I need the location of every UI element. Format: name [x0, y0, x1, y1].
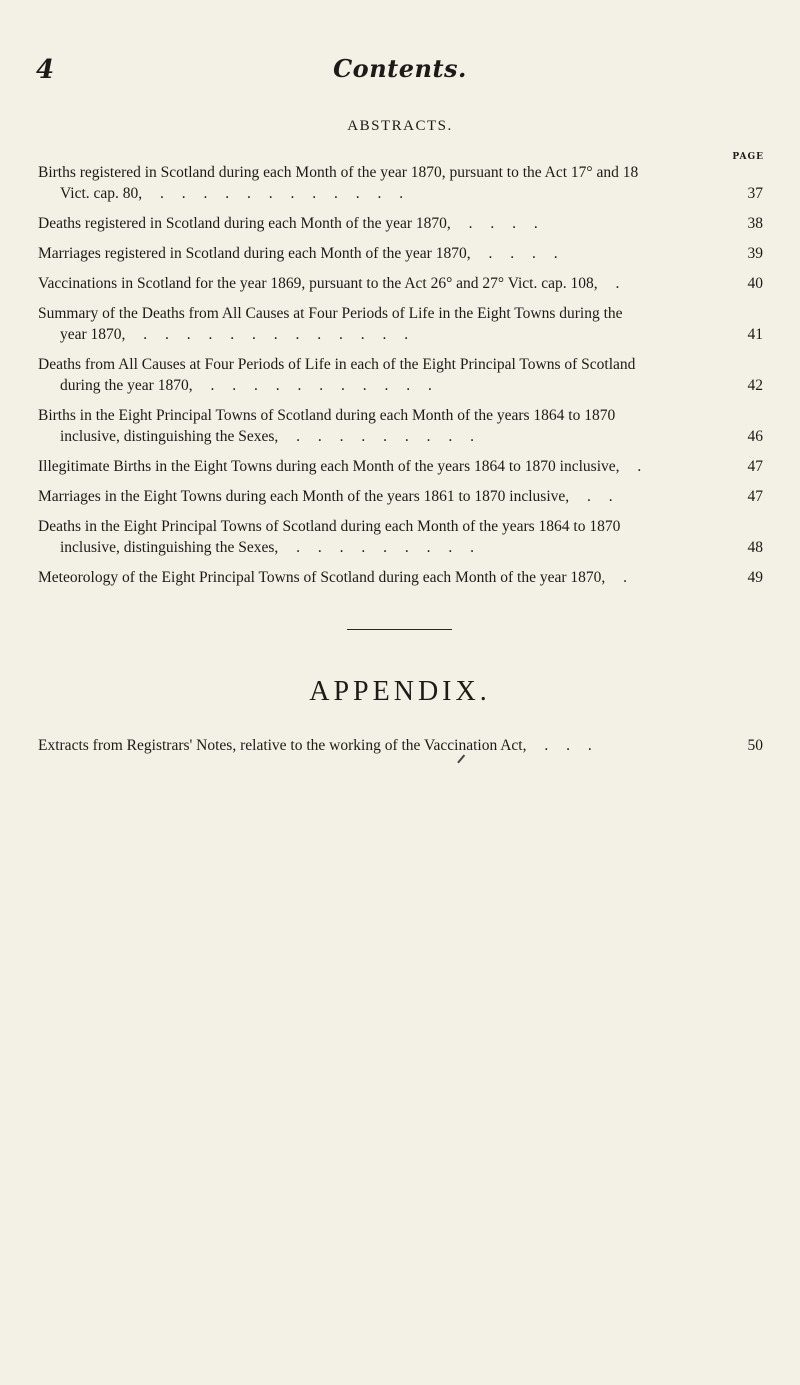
toc-entry — [38, 273, 763, 294]
dot-leader: . . . — [526, 737, 592, 754]
toc-entry — [38, 213, 763, 234]
toc-entry-text: Births registered in Scotland during each Month of the year 1870, pursuant to the Act 17° and 18 — [38, 164, 639, 181]
toc-entry — [38, 486, 763, 507]
dot-leader: . . — [569, 488, 613, 505]
toc-entry-text: Meteorology of the Eight Principal Towns of Scotland during each Month of the year 1870, . — [38, 569, 628, 586]
toc-entry-text: Deaths in the Eight Principal Towns of Scotland during each Month of the years 1864 to 1870 — [38, 518, 621, 535]
toc-entry-text: Vaccinations in Scotland for the year 1869, pursuant to the Act 26° and 27° Vict. cap. 108, . — [38, 275, 620, 292]
abstracts-list — [38, 162, 763, 597]
toc-page-number: 42 — [747, 377, 763, 394]
dot-leader: . . . . — [470, 245, 558, 262]
dot-leader: . . . . . . . . . — [278, 428, 475, 445]
dot-leader: . . . . . . . . . . . . — [142, 185, 404, 202]
dot-leader: . . . . . . . . . . . — [192, 377, 432, 394]
toc-entry — [38, 516, 763, 558]
toc-page-number: 38 — [747, 215, 763, 232]
toc-entry — [38, 162, 763, 204]
dot-leader: . . . . . . . . . . . . . — [125, 326, 409, 343]
dot-leader: . — [619, 458, 642, 475]
toc-page-number: 48 — [747, 539, 763, 556]
appendix-heading: APPENDIX. — [309, 676, 491, 707]
toc-entry-text: Deaths from All Causes at Four Periods of Life in each of the Eight Principal Towns of Scotland — [38, 356, 636, 373]
toc-page-number: 39 — [747, 245, 763, 262]
toc-page-number: 37 — [747, 185, 763, 202]
running-title: Contents. — [333, 54, 467, 83]
toc-entry — [38, 456, 763, 477]
section-divider — [347, 629, 452, 630]
toc-entry-text: Extracts from Registrars' Notes, relative to the working of the Vaccination Act, . . . — [38, 737, 592, 754]
toc-entry — [38, 243, 763, 264]
page-column-label: PAGE — [732, 152, 764, 162]
toc-page-number: 50 — [747, 737, 763, 754]
toc-entry-text: Vict. cap. 80, . . . . . . . . . . . . — [60, 185, 404, 202]
toc-entry-text: Marriages registered in Scotland during each Month of the year 1870, . . . . — [38, 245, 558, 262]
toc-entry — [38, 405, 763, 447]
toc-entry-text: Deaths registered in Scotland during each Month of the year 1870, . . . . — [38, 215, 538, 232]
dot-leader: . . . . . . . . . — [278, 539, 475, 556]
appendix-list — [38, 735, 763, 765]
toc-entry-text: Births in the Eight Principal Towns of Scotland during each Month of the years 1864 to 1870 — [38, 407, 616, 424]
toc-entry — [38, 354, 763, 396]
toc-page-number: 41 — [747, 326, 763, 343]
toc-page-number: 47 — [747, 488, 763, 505]
page-number: 4 — [36, 55, 55, 85]
dot-leader: . — [597, 275, 620, 292]
toc-entry-text: Summary of the Deaths from All Causes at Four Periods of Life in the Eight Towns during the — [38, 305, 623, 322]
abstracts-heading: ABSTRACTS. — [347, 118, 453, 134]
dot-leader: . . . . — [450, 215, 538, 232]
toc-entry-text: Illegitimate Births in the Eight Towns during each Month of the years 1864 to 1870 inclusive, . — [38, 458, 642, 475]
toc-entry — [38, 735, 763, 756]
toc-entry — [38, 567, 763, 588]
toc-entry-text: inclusive, distinguishing the Sexes, . . . . . . . . . — [60, 428, 475, 445]
toc-page-number: 40 — [747, 275, 763, 292]
toc-entry-text: year 1870, . . . . . . . . . . . . . — [60, 326, 409, 343]
toc-entry-text: inclusive, distinguishing the Sexes, . . . . . . . . . — [60, 539, 475, 556]
toc-entry-text: during the year 1870, . . . . . . . . . . . — [60, 377, 432, 394]
toc-page-number: 46 — [747, 428, 763, 445]
toc-page-number: 49 — [747, 569, 763, 586]
toc-entry-text: Marriages in the Eight Towns during each Month of the years 1861 to 1870 inclusive, . . — [38, 488, 613, 505]
dot-leader: . — [605, 569, 628, 586]
toc-page-number: 47 — [747, 458, 763, 475]
toc-entry — [38, 303, 763, 345]
